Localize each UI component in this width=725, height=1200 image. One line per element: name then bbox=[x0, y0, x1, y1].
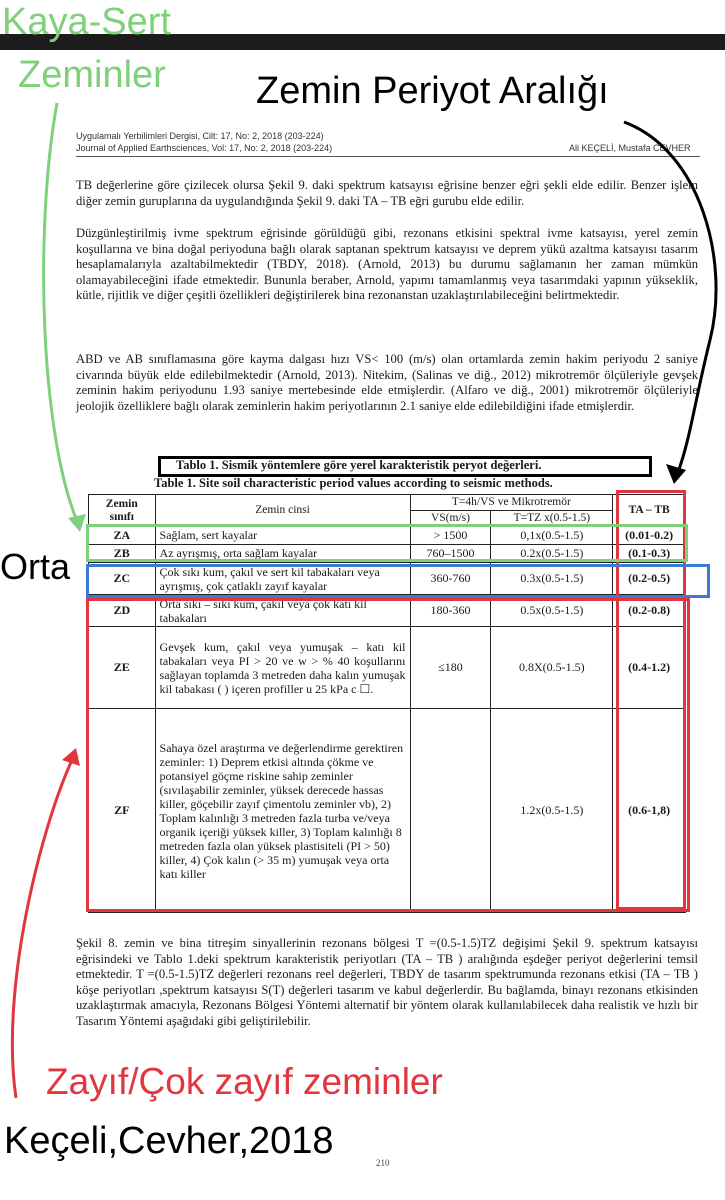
row-code: ZC bbox=[89, 563, 156, 595]
paragraph-2: Düzgünleştirilmiş ivme spektrum eğrisinde görüldüğü gibi, rezonans etkisini spektral ivme katsayısı, yerel zemin koşullarına ve bina doğal periyoduna bağlı olarak saptanan spektrum katsayısı ve deprem yükü azaltma katsayısı tasarım hesaplamalarıyla azaltabilmektedir (TBDY, 2018). (Arnold, 2013) bu durumu sağlamanın her zaman mümkün olamayabileceğini ifade etmektedir. Bununla beraber, Arnold, yapımı tamamlanmış veya tasarımdaki yapının yükseklik, kütle, rijitlik ve diğer çeşitli özellikleri değiştirilerek bina rezonanstan uzaklaştırılabileceğini belirtmektedir. bbox=[76, 226, 698, 303]
header-group: T=4h/VS ve Mikrotremör bbox=[410, 495, 613, 511]
paragraph-1: TB değerlerine göre çizilecek olursa Şekil 9. daki spektrum katsayısı eğrisine benzer eğri şekli elde edilir. Benzer işlem diğer zemin guruplarına da uygulandığında Şekil 9. daki TA – TB eğri gurubu elde edilir. bbox=[76, 178, 698, 208]
header-type: Zemin cinsi bbox=[155, 495, 410, 527]
green-arrow-line bbox=[44, 103, 80, 528]
row-t: 0,1x(0.5-1.5) bbox=[491, 527, 613, 545]
black-arrow-head bbox=[666, 464, 686, 484]
row-vs: 760–1500 bbox=[410, 545, 491, 563]
row-code: ZB bbox=[89, 545, 156, 563]
annotation-hard-soil-line2: Zeminler bbox=[18, 54, 166, 96]
row-t: 0.2x(0.5-1.5) bbox=[491, 545, 613, 563]
row-t: 1.2x(0.5-1.5) bbox=[491, 709, 613, 913]
journal-header-en: Journal of Applied Earthsciences, Vol: 17, No: 2, 2018 (203-224) bbox=[76, 143, 333, 153]
header-vs: VS(m/s) bbox=[410, 511, 491, 527]
table-caption-tr: Tablo 1. Sismik yöntemlere göre yerel karakteristik peryot değerleri. bbox=[176, 458, 542, 472]
row-t: 0.8X(0.5-1.5) bbox=[491, 627, 613, 709]
row-code: ZE bbox=[89, 627, 156, 709]
row-range: (0.6-1,8) bbox=[613, 709, 686, 913]
row-code: ZF bbox=[89, 709, 156, 913]
black-arrow-line bbox=[624, 122, 716, 472]
row-desc: Sağlam, sert kayalar bbox=[155, 527, 410, 545]
journal-authors: Ali KEÇELİ, Mustafa CEVHER bbox=[569, 143, 691, 153]
red-arrow-line bbox=[12, 760, 72, 1098]
row-t: 0.5x(0.5-1.5) bbox=[491, 595, 613, 627]
row-vs: 360-760 bbox=[410, 563, 491, 595]
row-code: ZA bbox=[89, 527, 156, 545]
row-desc: Gevşek kum, çakıl veya yumuşak – katı kil tabakaları veya PI > 20 ve w > % 40 koşullarını sağlayan toplamda 3 metreden daha kalın yumuşak kil tabakası ( ) içeren profiller u 25 kPa c ☐. bbox=[155, 627, 410, 709]
row-range: (0.2-0.5) bbox=[613, 563, 686, 595]
header-class: Zemin sınıfı bbox=[89, 495, 156, 527]
page-number: 210 bbox=[376, 1158, 390, 1168]
annotation-period-range: Zemin Periyot Aralığı bbox=[256, 70, 609, 112]
paragraph-3: ABD ve AB sınıflamasına göre kayma dalgası hızı VS< 100 (m/s) olan ortamlarda zemin hakim periyodu 2 saniye civarında büyük elde edilebilmektedir (Arnold, 2013). Nitekim, (Salinas ve diğ., 2012) mikrotremör ölçüleriyle gevşek zeminin hakim periyodunu 1.93 saniye mertebesinde elde etmişlerdir. (Alfaro ve diğ., 2001) mikrotremör ölçüleriyle jeolojik özelliklere bağlı olarak zeminlerin hakim periyotlarının 2.1 saniye elde edilebildiğini ifade etmişlerdir. bbox=[76, 352, 698, 413]
row-t: 0.3x(0.5-1.5) bbox=[491, 563, 613, 595]
row-range: (0.1-0.3) bbox=[613, 545, 686, 563]
header-tatb: TA – TB bbox=[613, 495, 686, 527]
header-tz: T=TZ x(0.5-1.5) bbox=[491, 511, 613, 527]
paragraph-4: Şekil 8. zemin ve bina titreşim sinyallerinin rezonans bölgesi T =(0.5-1.5)TZ değişimi Şekil 9. spektrum katsayısı eğrisindeki ve Tablo 1.deki spektrum karakteristik periyotları (TA – TB ) aralığında eşdeğer periyot değerlerini temsil etmektedir. T =(0.5-1.5)TZ değerleri rezonans reel değerleri, TBDY de tasarım spektrumunda rezonans etkisi (TA – TB ) köşe periyotları ,spektrum katsayısı S(T) değerleri tasarım ve kabul değerlerdir. Bu bağlamda, binayı rezonans etkisinden uzaklaştırmak amacıyla, Rezonans Bölgesi Yöntemi alternatif bir yöntem olarak kullanılabilecek daha realistik ve hızlı bir Tasarım Yöntemi aşağıdaki gibi geliştirilebilir. bbox=[76, 936, 698, 1028]
row-vs: > 1500 bbox=[410, 527, 491, 545]
annotation-medium: Orta bbox=[0, 546, 71, 587]
row-range: (0.01-0.2) bbox=[613, 527, 686, 545]
row-vs: ≤180 bbox=[410, 627, 491, 709]
table-caption-en: Table 1. Site soil characteristic period values according to seismic methods. bbox=[154, 476, 553, 490]
annotation-citation: Keçeli,Cevher,2018 bbox=[4, 1120, 334, 1162]
row-vs: 180-360 bbox=[410, 595, 491, 627]
annotation-hard-soil-line1: Kaya-Sert bbox=[2, 1, 171, 43]
row-code: ZD bbox=[89, 595, 156, 627]
journal-header-tr: Uygulamalı Yerbilimleri Dergisi, Cilt: 17, No: 2, 2018 (203-224) bbox=[76, 131, 324, 141]
annotation-weak-soil: Zayıf/Çok zayıf zeminler bbox=[46, 1061, 443, 1102]
row-desc: Sahaya özel araştırma ve değerlendirme gerektiren zeminler: 1) Deprem etkisi altında çökme ve potansiyel göçme riskine sahip zeminler (sıvılaşabilir zeminler, yüksek derecede hassas killer, göçebilir zayıf çimentolu zeminler vb), 2) Toplam kalınlığı 3 metreden fazla turba ve/veya organik içeriği yüksek killer, 3) Toplam kalınlığı 8 metreden fazla olan yüksek plastisiteli (PI > 50) killer, 4) Çok kalın (> 35 m) yumuşak veya orta katı killer bbox=[155, 709, 410, 913]
row-desc: Orta sıkı – sıkı kum, çakıl veya çok katı kil tabakaları bbox=[155, 595, 410, 627]
green-arrow-head bbox=[68, 514, 86, 532]
row-desc: Az ayrışmış, orta sağlam kayalar bbox=[155, 545, 410, 563]
row-range: (0.4-1.2) bbox=[613, 627, 686, 709]
row-range: (0.2-0.8) bbox=[613, 595, 686, 627]
row-desc: Çok sıkı kum, çakıl ve sert kil tabakaları veya ayrışmış, çok çatlaklı zayıf kayalar bbox=[155, 563, 410, 595]
